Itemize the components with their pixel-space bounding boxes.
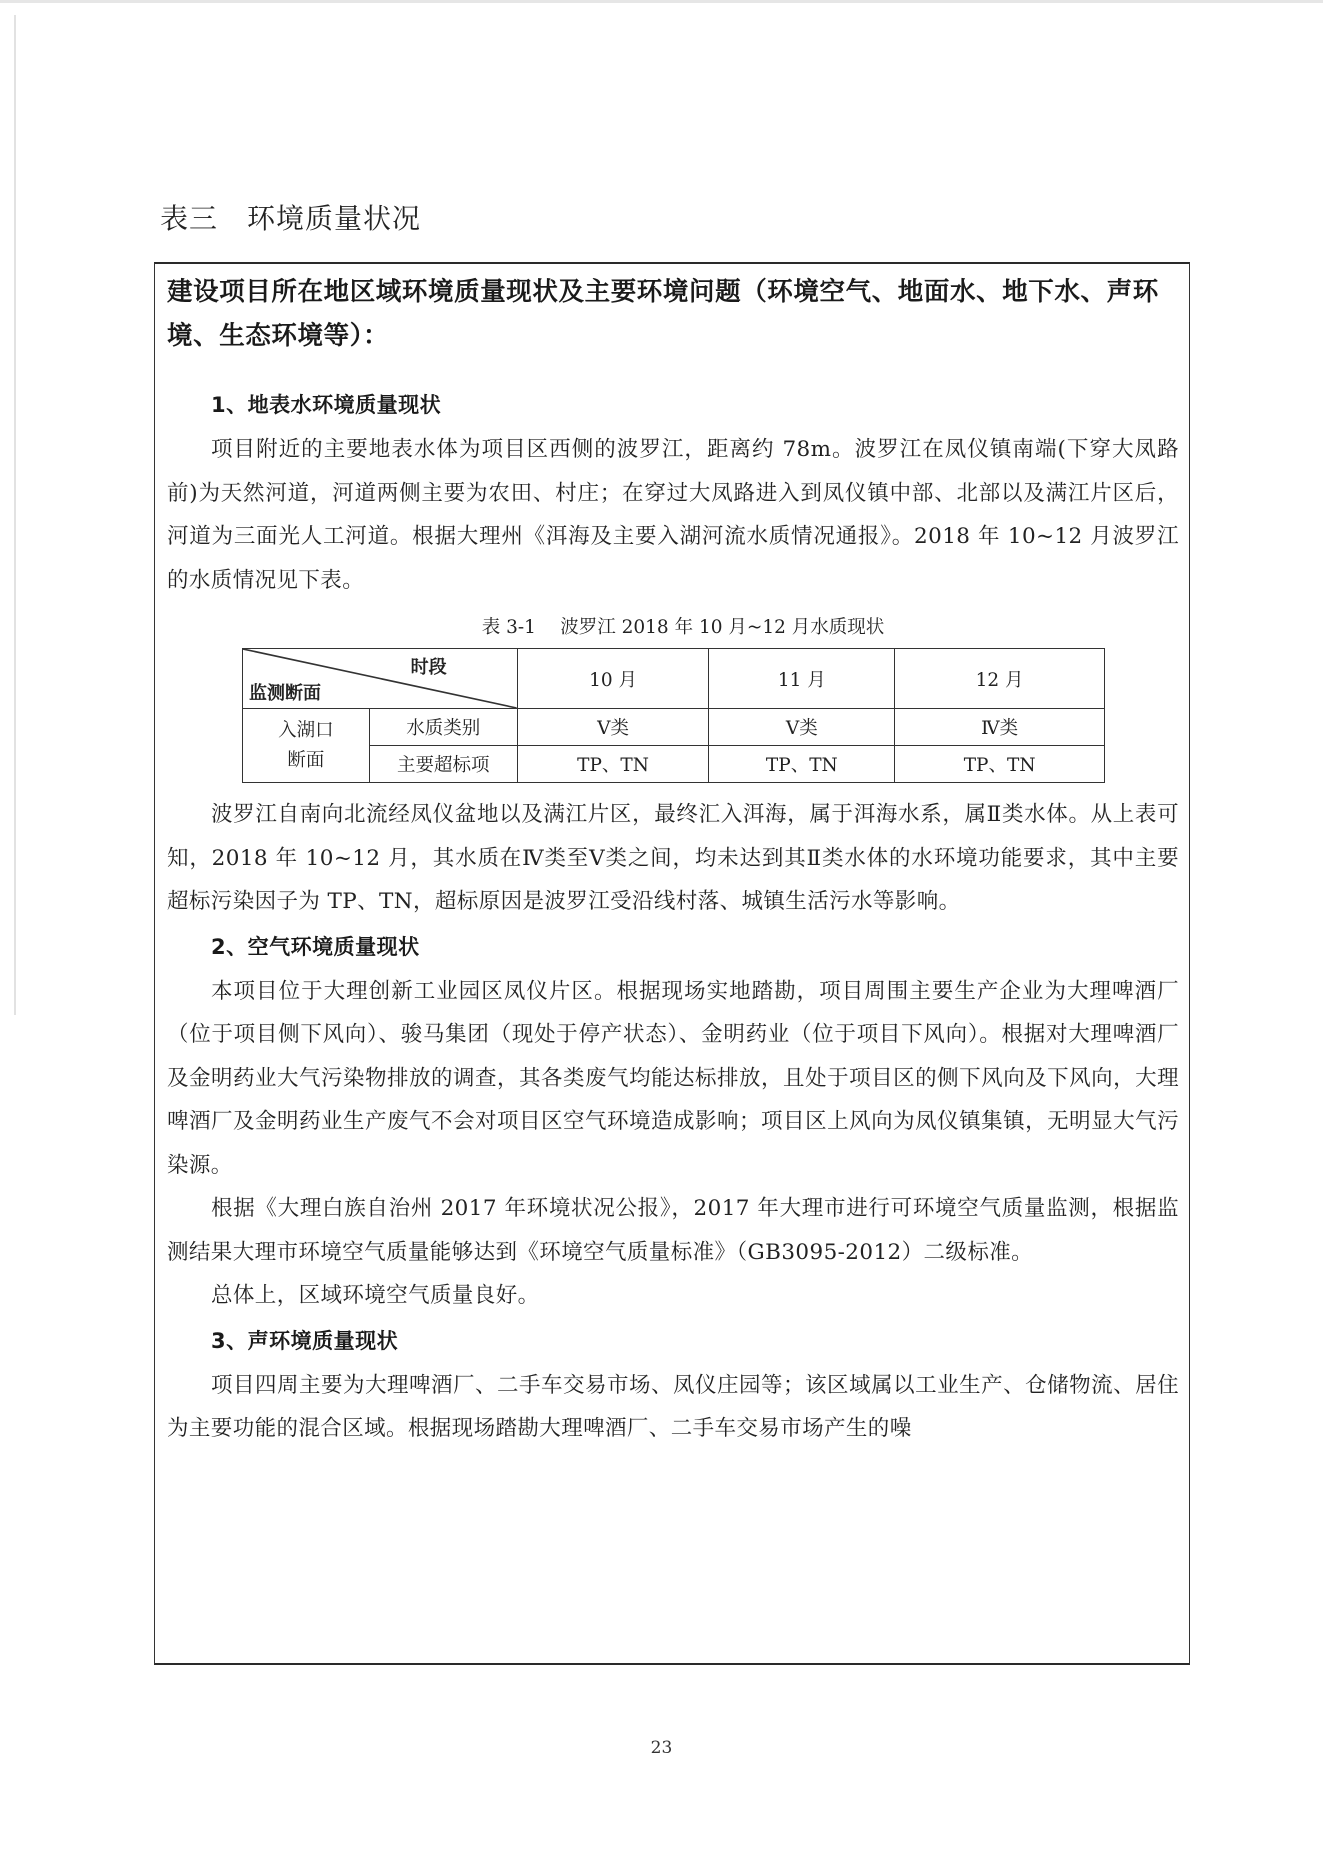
paragraph: 根据《大理白族自治州 2017 年环境状况公报》，2017 年大理市进行可环境空气质量监测，根据监测结果大理市环境空气质量能够达到《环境空气质量标准》（GB3095-2012）二级标准。 <box>167 1196 1179 1265</box>
column-header: 12 月 <box>895 649 1105 709</box>
paragraph: 波罗江自南向北流经凤仪盆地以及满江片区，最终汇入洱海，属于洱海水系，属Ⅱ类水体。从上表可知，2018 年 10~12 月，其水质在Ⅳ类至Ⅴ类之间，均未达到其Ⅱ类水体的水环境功能要求，其中主要超标污染因子为 TP、TN，超标原因是波罗江受沿线村落、城镇生活污水等影响。 <box>167 802 1179 914</box>
section-heading-surface-water: 1、地表水环境质量现状 <box>211 393 442 417</box>
column-header: 10 月 <box>517 649 709 709</box>
page-number: 23 <box>650 1738 673 1758</box>
row-group-line: 断面 <box>287 749 325 771</box>
table-cell: Ⅴ类 <box>517 709 709 746</box>
table-cell: TP、TN <box>709 746 895 783</box>
section-heading-noise: 3、声环境质量现状 <box>211 1328 399 1353</box>
box-content <box>167 382 1179 1451</box>
scan-edge <box>0 0 1323 3</box>
paragraph: 项目四周主要为大理啤酒厂、二手车交易市场、凤仪庄园等；该区域属以工业生产、仓储物流、居住为主要功能的混合区域。根据现场踏勘大理啤酒厂、二手车交易市场产生的噪 <box>167 1372 1179 1441</box>
row-label: 水质类别 <box>369 709 517 746</box>
corner-label-section: 监测断面 <box>249 683 321 704</box>
table-corner-cell <box>243 649 518 709</box>
table-row <box>243 709 1105 746</box>
table-cell: Ⅳ类 <box>895 709 1105 746</box>
table-cell: TP、TN <box>895 746 1105 783</box>
row-group-line: 入湖口 <box>278 719 334 741</box>
water-quality-table <box>242 648 1105 783</box>
scan-edge <box>14 15 16 1015</box>
box-header: 建设项目所在地区域环境质量现状及主要环境问题（环境空气、地面水、地下水、声环境、生态环境等）： <box>167 277 1159 351</box>
table-caption: 表 3-1 波罗江 2018 年 10 月~12 月水质现状 <box>481 617 885 638</box>
paragraph: 本项目位于大理创新工业园区凤仪片区。根据现场实地踏勘，项目周围主要生产企业为大理啤酒厂（位于项目侧下风向）、骏马集团（现处于停产状态）、金明药业（位于项目下风向）。根据对大理啤酒厂及金明药业大气污染物排放的调查，其各类废气均能达标排放，且处于项目区的侧下风向及下风向，大理啤酒厂及金明药业生产废气不会对项目区空气环境造成影响；项目区上风向为凤仪镇集镇，无明显大气污染源。 <box>167 978 1179 1178</box>
table-cell: Ⅴ类 <box>709 709 895 746</box>
section-title: 表三 环境质量状况 <box>160 202 422 235</box>
section-heading-air: 2、空气环境质量现状 <box>211 934 420 959</box>
content-box <box>154 262 1190 1665</box>
table-cell: TP、TN <box>517 746 709 783</box>
paragraph: 项目附近的主要地表水体为项目区西侧的波罗江，距离约 78m。波罗江在凤仪镇南端(下穿大凤路前)为天然河道，河道两侧主要为农田、村庄；在穿过大凤路进入到凤仪镇中部、北部以及满江片区后，河道为三面光人工河道。根据大理州《洱海及主要入湖河流水质情况通报》。2018 年 10~12 月波罗江的水质情况见下表。 <box>167 437 1179 593</box>
column-header: 11 月 <box>709 649 895 709</box>
table-row <box>243 746 1105 783</box>
row-group-label <box>243 709 370 783</box>
after-table-text <box>167 793 1179 924</box>
row-label: 主要超标项 <box>369 746 517 783</box>
corner-label-period: 时段 <box>410 657 447 678</box>
table-header-row <box>243 649 1105 709</box>
paragraph: 总体上，区域环境空气质量良好。 <box>211 1283 540 1308</box>
